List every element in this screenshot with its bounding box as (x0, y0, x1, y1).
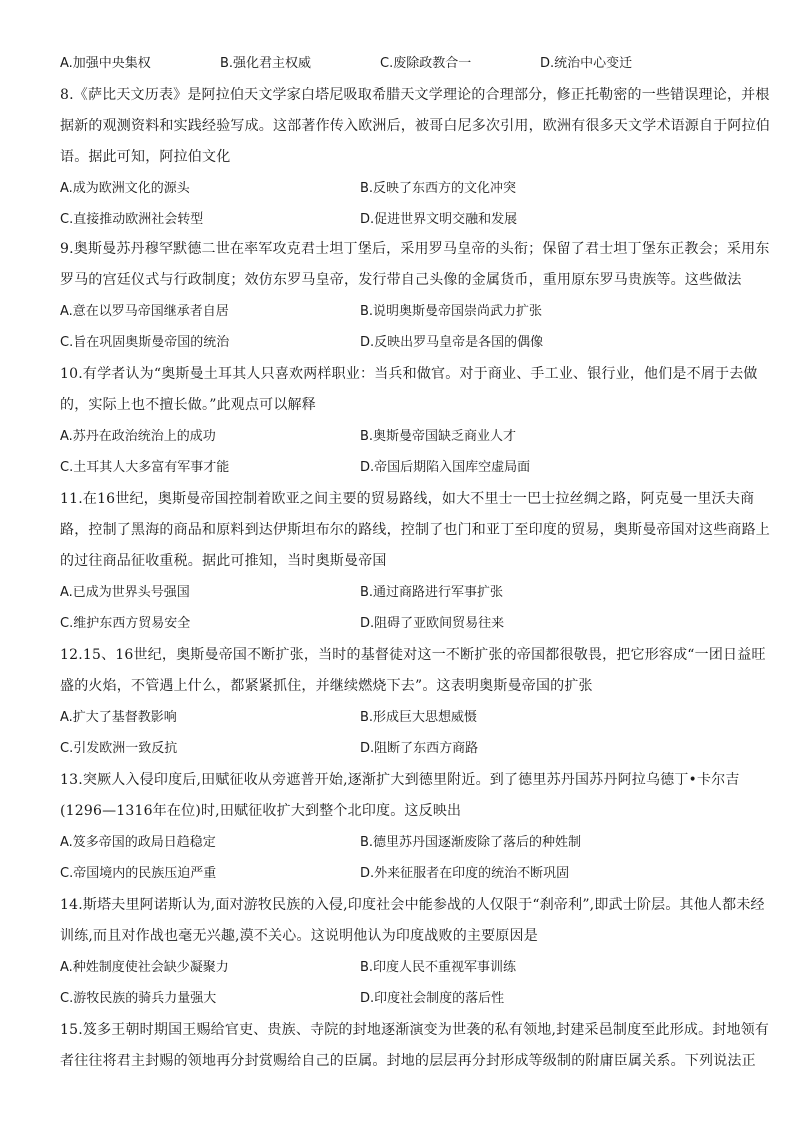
option-a: A.成为欧洲文化的源头 (60, 181, 190, 196)
option-c: C.直接推动欧洲社会转型 (60, 212, 204, 227)
option-c: C.游牧民族的骑兵力量强大 (60, 991, 217, 1006)
option-a: A.加强中央集权 (60, 56, 151, 71)
option-c: C.帝国境内的民族压迫严重 (60, 866, 217, 881)
question-11-stem: 11.在16世纪，奥斯曼帝国控制着欧亚之间主要的贸易路线，如大不里士一巴士拉丝绸之路，阿克曼一里沃夫商路，控制了黑海的商品和原料到达伊斯坦布尔的路线，控制了也门和亚丁至印度的贸易，奥斯曼帝国对这些商路上的过往商品征收重税。据此可推知，当时奥斯曼帝国 (60, 491, 770, 569)
question-9-options (60, 296, 776, 358)
question-9 (60, 234, 776, 358)
option-c: C.旨在巩固奥斯曼帝国的统治 (60, 335, 230, 350)
question-8 (60, 80, 776, 235)
option-b: B.强化君主权威 (220, 56, 312, 71)
option-c: C.引发欧洲一致反抗 (60, 741, 178, 756)
question-14-options (60, 952, 776, 1014)
question-13-options (60, 827, 776, 889)
option-b: B.印度人民不重视军事训练 (360, 960, 517, 975)
question-10 (60, 359, 776, 483)
question-13-stem: 13.突厥人入侵印度后,田赋征收从旁遮普开始,逐渐扩大到德里附近。到了德里苏丹国苏丹阿拉乌德丁•卡尔吉(1296—1316年在位)时,田赋征收扩大到整个北印度。这反映出 (60, 772, 740, 819)
option-a: A.意在以罗马帝国继承者自居 (60, 304, 229, 319)
option-d: D.阻碍了亚欧间贸易往来 (360, 616, 505, 631)
option-b: B.德里苏丹国逐渐废除了落后的种姓制 (360, 835, 582, 850)
option-d: D.统治中心变迁 (540, 56, 633, 71)
option-d: D.反映出罗马皇帝是各国的偶像 (360, 335, 544, 350)
question-10-options (60, 421, 776, 483)
question-12-options (60, 702, 776, 764)
question-8-stem: 8.《萨比天文历表》是阿拉伯天文学家白塔尼吸取希腊天文学理论的合理部分，修正托勒密的一些错误理论，并根据新的观测资料和实践经验写成。这部著作传入欧洲后，被哥白尼多次引用，欧洲有很多天文学术语源自于阿拉伯语。据此可知，阿拉伯文化 (60, 87, 770, 165)
question-9-stem: 9.奥斯曼苏丹穆罕默德二世在率军攻克君士坦丁堡后，采用罗马皇帝的头衔；保留了君士坦丁堡东正教会；采用东罗马的宫廷仪式与行政制度；效仿东罗马皇帝，发行带自己头像的金属货币，重用原东罗马贵族等。这些做法 (60, 241, 770, 288)
option-c: C.维护东西方贸易安全 (60, 616, 191, 631)
option-d: D.印度社会制度的落后性 (360, 991, 505, 1006)
question-10-stem: 10.有学者认为“奥斯曼土耳其人只喜欢两样职业：当兵和做官。对于商业、手工业、银行业，他们是不屑于去做的，实际上也不擅长做。”此观点可以解释 (60, 366, 758, 413)
question-11-options (60, 577, 776, 639)
option-d: D.促进世界文明交融和发展 (360, 212, 518, 227)
question-11 (60, 484, 776, 639)
option-b: B.反映了东西方的文化冲突 (360, 181, 517, 196)
option-a: A.扩大了基督教影响 (60, 710, 177, 725)
option-a: A.种姓制度使社会缺少凝聚力 (60, 960, 229, 975)
option-b: B.通过商路进行军事扩张 (360, 585, 504, 600)
option-a: A.苏丹在政治统治上的成功 (60, 429, 216, 444)
option-d: D.阻断了东西方商路 (360, 741, 479, 756)
option-c: C.土耳其人大多富有军事才能 (60, 460, 230, 475)
question-14 (60, 890, 776, 1014)
question-12 (60, 640, 776, 764)
question-15-stem: 15.笈多王朝时期国王赐给官吏、贵族、寺院的封地逐渐演变为世袭的私有领地,封建采邑制度至此形成。封地领有者往往将君主封赐的领地再分封赏赐给自己的臣属。封地的层层再分封形成等级制的附庸臣属关系。下列说法正 (60, 1022, 770, 1069)
option-d: D.外来征服者在印度的统治不断巩固 (360, 866, 570, 881)
question-15 (60, 1015, 776, 1077)
option-d: D.帝国后期陷入国库空虚局面 (360, 460, 531, 475)
option-b: B.说明奥斯曼帝国崇尚武力扩张 (360, 304, 543, 319)
question-7-options (60, 48, 776, 79)
question-12-stem: 12.15、16世纪，奥斯曼帝国不断扩张，当时的基督徒对这一不断扩张的帝国都很敬畏，把它形容成“一团日益旺盛的火焰，不管遇上什么，都紧紧抓住，并继续燃烧下去”。这表明奥斯曼帝国的扩张 (60, 647, 766, 694)
question-13 (60, 765, 776, 889)
option-b: B.形成巨大思想威慑 (360, 710, 478, 725)
option-a: A.笈多帝国的政局日趋稳定 (60, 835, 216, 850)
question-7 (60, 48, 776, 79)
option-b: B.奥斯曼帝国缺乏商业人才 (360, 429, 517, 444)
option-a: A.已成为世界头号强国 (60, 585, 190, 600)
question-8-options (60, 173, 776, 235)
question-14-stem: 14.斯塔夫里阿诺斯认为,面对游牧民族的入侵,印度社会中能参战的人仅限于“刹帝利”,即武士阶层。其他人都未经训练,而且对作战也毫无兴趣,漠不关心。这说明他认为印度战败的主要原因是 (60, 897, 765, 944)
option-c: C.废除政教合一 (380, 56, 472, 71)
